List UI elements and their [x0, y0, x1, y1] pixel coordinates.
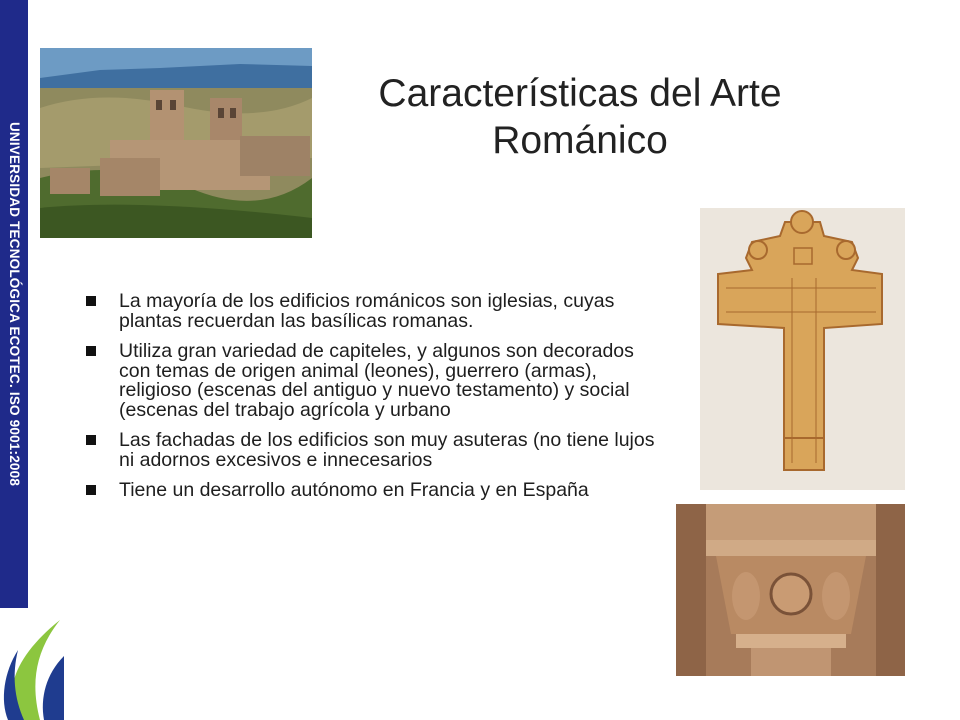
- bullet-item: [86, 481, 664, 501]
- bullet-text: Utiliza gran variedad de capiteles, y algunos son decorados con temas de origen animal (leones), guerrero (armas), religioso (escenas del antiguo y nuevo testamento) y social (escenas del trabajo agrícola y urbano: [119, 340, 634, 421]
- bullet-text: Tiene un desarrollo autónomo en Francia y en España: [119, 479, 589, 501]
- carved-capital-photo: [676, 504, 905, 676]
- bullet-list: [86, 292, 664, 512]
- bullet-item: [86, 342, 664, 420]
- title-line-2: Románico: [492, 119, 668, 162]
- bullet-text: La mayoría de los edificios románicos son iglesias, cuyas plantas recuerdan las basílicas romanas.: [119, 290, 615, 332]
- church-floor-plan-image: [700, 208, 905, 490]
- side-label: UNIVERSIDAD TECNOLÓGICA ECOTEC. ISO 9001:2008: [7, 121, 22, 487]
- ecotec-logo-icon: [0, 612, 66, 720]
- bullet-square-icon: [86, 485, 96, 495]
- page-title: [360, 70, 800, 164]
- bullet-item: [86, 431, 664, 470]
- bullet-square-icon: [86, 435, 96, 445]
- bullet-square-icon: [86, 296, 96, 306]
- title-line-1: Características del Arte: [378, 72, 782, 115]
- monastery-photo: [40, 48, 312, 238]
- bullet-item: [86, 292, 664, 331]
- bullet-text: Las fachadas de los edificios son muy asuteras (no tiene lujos ni adornos excesivos e innecesarios: [119, 429, 655, 471]
- bullet-square-icon: [86, 346, 96, 356]
